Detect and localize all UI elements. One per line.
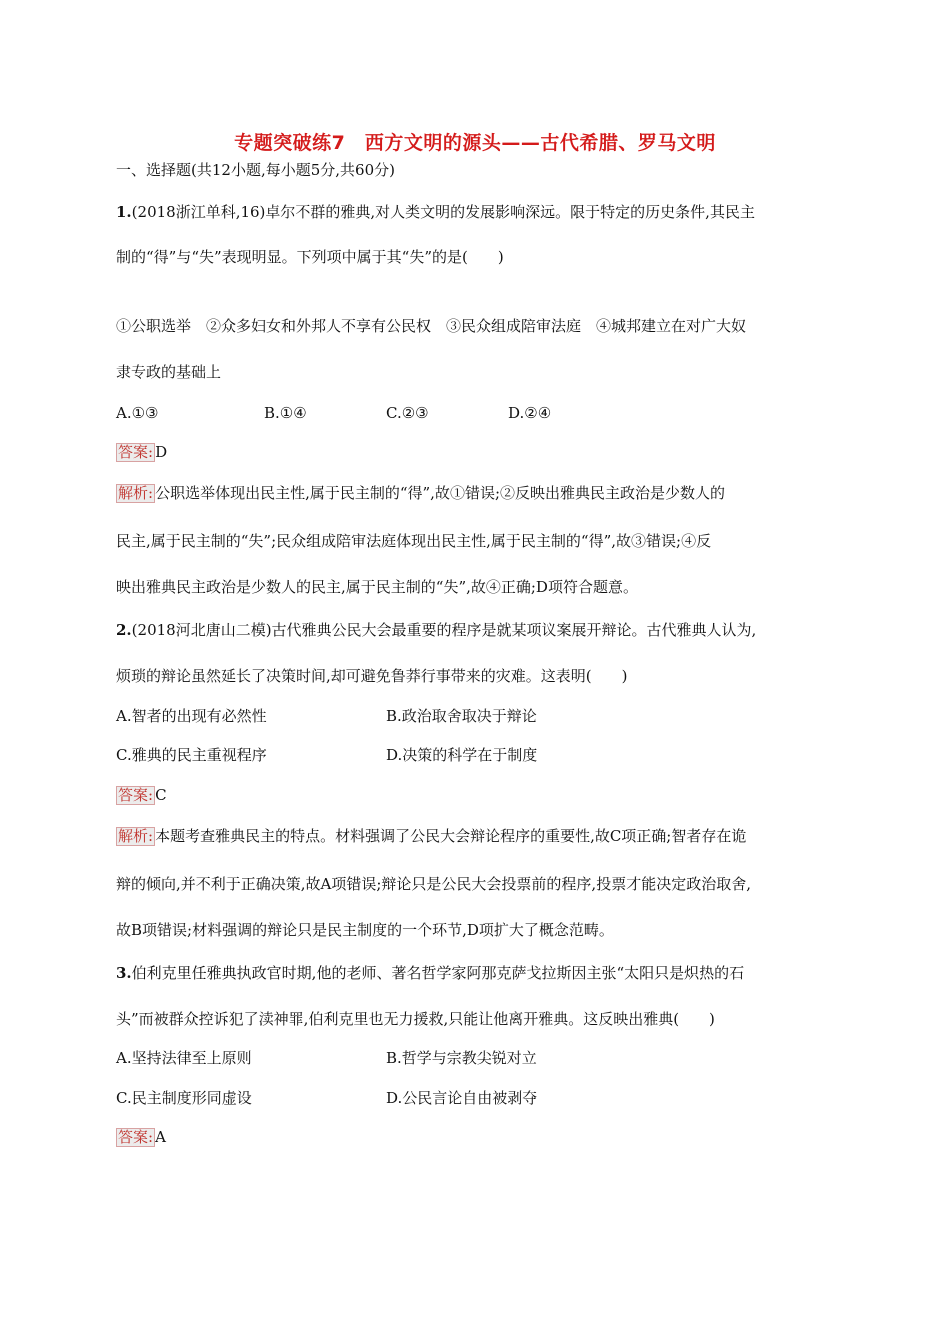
q2-option-d: D.决策的科学在于制度 — [386, 746, 538, 764]
q1-stem-line2: 制的“得”与“失”表现明显。下列项中属于其“失”的是( ) — [116, 248, 504, 266]
q2-analysis-line3: 故B项错误;材料强调的辩论只是民主制度的一个环节,D项扩大了概念范畴。 — [116, 921, 614, 939]
q2-answer-value: C — [155, 786, 167, 804]
section-heading: 一、选择题(共12小题,每小题5分,共60分) — [116, 161, 395, 179]
q1-stem-line1: 1.(2018浙江单科,16)卓尔不群的雅典,对人类文明的发展影响深远。限于特定的历史条件,其民主 — [116, 203, 755, 221]
q1-number: 1. — [116, 203, 132, 221]
q1-option-a: A.①③ — [116, 404, 159, 422]
q3-stem-line2: 头”而被群众控诉犯了渎神罪,伯利克里也无力援救,只能让他离开雅典。这反映出雅典( ) — [116, 1010, 715, 1028]
analysis-label: 解析: — [118, 484, 154, 502]
q2-option-b: B.政治取舍取决于辩论 — [386, 707, 537, 725]
q1-option-d: D.②④ — [508, 404, 552, 422]
answer-label: 答案: — [118, 786, 154, 804]
q1-analysis-line3: 映出雅典民主政治是少数人的民主,属于民主制的“失”,故④正确;D项符合题意。 — [116, 578, 638, 596]
q2-answer — [116, 785, 167, 805]
q1-answer-value: D — [155, 443, 168, 461]
q1-items-line2: 隶专政的基础上 — [116, 363, 222, 381]
q1-option-b: B.①④ — [264, 404, 307, 422]
q2-option-a: A.智者的出现有必然性 — [116, 707, 267, 725]
q3-option-c: C.民主制度形同虚设 — [116, 1089, 252, 1107]
q1-option-c: C.②③ — [386, 404, 429, 422]
q3-option-a: A.坚持法律至上原则 — [116, 1049, 252, 1067]
page-title: 专题突破练7 西方文明的源头——古代希腊、罗马文明 — [234, 132, 716, 154]
q3-option-d: D.公民言论自由被剥夺 — [386, 1089, 538, 1107]
q2-stem-line2: 烦琐的辩论虽然延长了决策时间,却可避免鲁莽行事带来的灾难。这表明( ) — [116, 667, 628, 685]
q2-number: 2. — [116, 621, 132, 639]
q2-analysis-line1: 解析: 本题考查雅典民主的特点。材料强调了公民大会辩论程序的重要性,故C项正确;智者存在诡 — [118, 827, 747, 845]
q2-stem-line1: 2.(2018河北唐山二模)古代雅典公民大会最重要的程序是就某项议案展开辩论。古代雅典人认为, — [116, 621, 757, 639]
q1-answer — [116, 442, 167, 462]
q1-analysis-line1: 解析: 公职选举体现出民主性,属于民主制的“得”,故①错误;②反映出雅典民主政治是少数人的 — [118, 484, 725, 502]
q3-number: 3. — [116, 964, 132, 982]
answer-label: 答案: — [118, 1128, 154, 1146]
q3-answer — [116, 1127, 166, 1147]
q1-analysis-line2: 民主,属于民主制的“失”;民众组成陪审法庭体现出民主性,属于民主制的“得”,故③错误;④反 — [116, 532, 712, 550]
analysis-label: 解析: — [118, 827, 154, 845]
q3-option-b: B.哲学与宗教尖锐对立 — [386, 1049, 537, 1067]
q3-answer-value: A — [155, 1128, 166, 1146]
answer-label: 答案: — [118, 443, 154, 461]
q2-analysis-line2: 辩的倾向,并不利于正确决策,故A项错误;辩论只是公民大会投票前的程序,投票才能决定政治取舍, — [116, 875, 751, 893]
q2-option-c: C.雅典的民主重视程序 — [116, 746, 267, 764]
q3-stem-line1: 3.伯利克里任雅典执政官时期,他的老师、著名哲学家阿那克萨戈拉斯因主张“太阳只是炽热的石 — [116, 964, 745, 982]
q1-items-line1: ①公职选举 ②众多妇女和外邦人不享有公民权 ③民众组成陪审法庭 ④城邦建立在对广大奴 — [116, 317, 747, 335]
